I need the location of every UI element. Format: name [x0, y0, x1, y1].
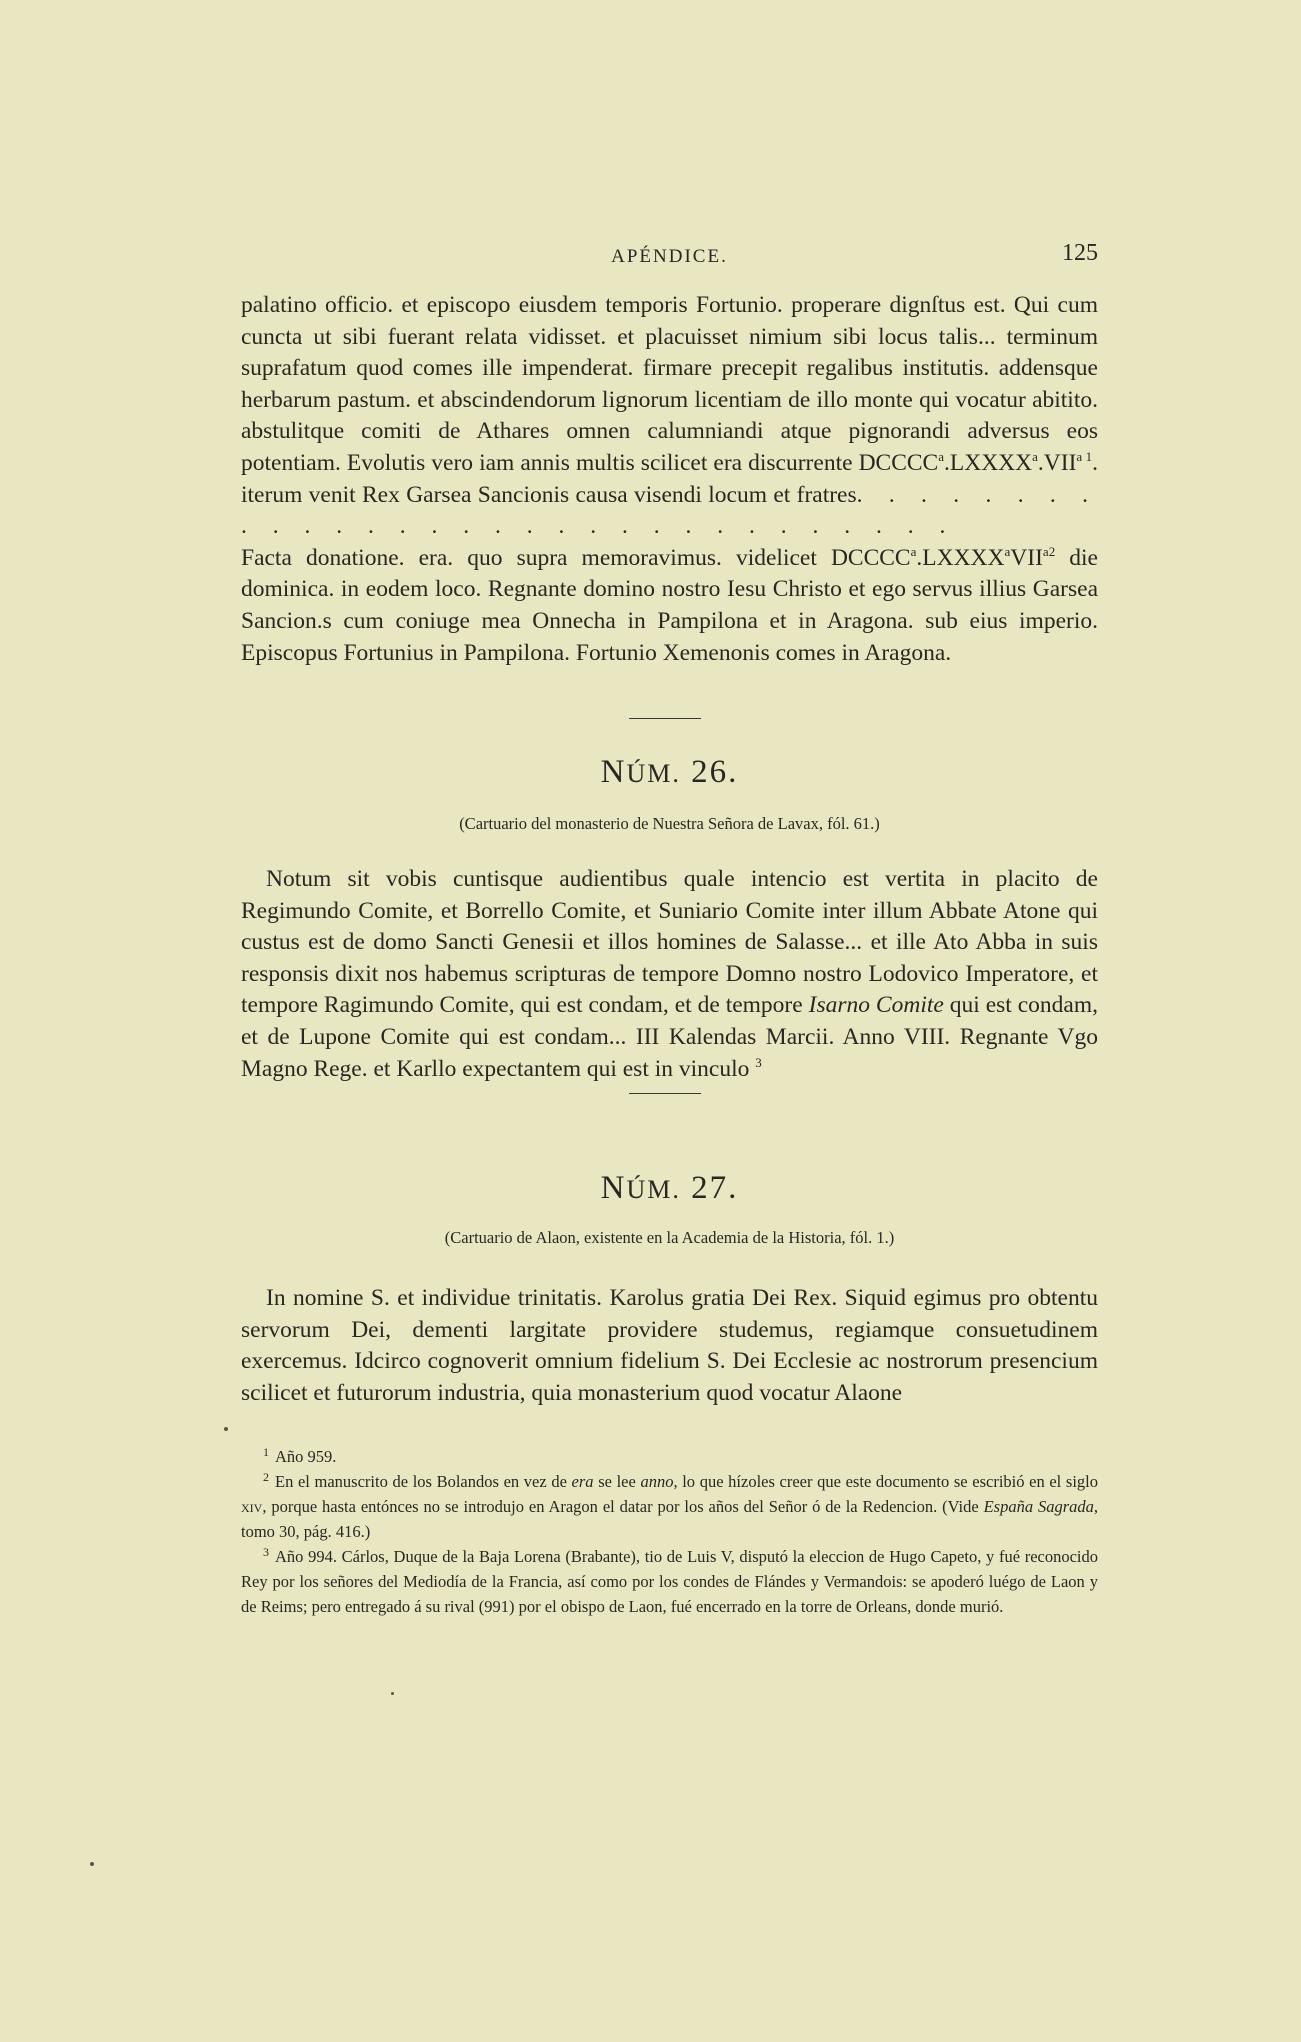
opening-text: palatino officio. et episcopo eiusdem temporis Fortunio. properare dignſtus est. Qui cum cuncta ut sibi fuerant relata vidisset. et placuisset nimium sibi locus talis... terminum suprafatum quod comes ille impenderat. firmare precepit regalibus institutis. addensque herbarum pastum. et abscindendorum lignorum licentiam de illo monte qui vocatur abitito. abstulitque comiti de Athares omnen calumniandi atque pignorandi adversus eos potentiam. Evolutis vero iam annis multis scilicet era discurrente $DCCCC^a.LXXXX^a.VII^{a 1}$. iterum venit Rex Garsea Sancionis causa visendi locum et fratres. . . . . . . . . . . . . . . . . . . . . . . . . . . . . . .: [241, 292, 1098, 540]
footnote-2: $^2$ En el manuscrito de los Bolandos en vez de era se lee anno, lo que hízoles creer que este documento se escribió en el siglo xiv, porque hasta entónces no se introdujo en Aragon el datar por los años del Señor ó de la Redencion. (Vide España Sagrada, tomo 30, pág. 416.): [241, 1469, 1099, 1541]
num-27-source: (Cartuario de Alaon, existente en la Academia de la Historia, fól. 1.): [444, 1228, 895, 1247]
num-27-heading: NÚM. 27.: [600, 1170, 739, 1206]
paper-speck: [90, 1862, 94, 1866]
num-26-source: (Cartuario del monasterio de Nuestra Señora de Lavax, fól. 61.): [459, 814, 880, 833]
paper-speck: [391, 1692, 394, 1695]
page-header: [241, 240, 1098, 274]
num-27-text: In nomine S. et individue trinitatis. Karolus gratia Dei Rex. Siquid egimus pro obtentu servorum Dei, dementi largitate providere studemus, regiamque consuetudinem exercemus. Idcirco cognoverit omnium fidelium S. Dei Ecclesie ac nostrorum presencium scilicet et futurorum industria, quia monasterium quod vocatur Alaone: [241, 1285, 1098, 1406]
footnote-ref-2: a2: [1042, 543, 1056, 559]
ellipsis-dots: . . . . . . . . . . . . . . . . . . . . . . . . . . . . . . .: [241, 481, 1098, 540]
opening-paragraph: [241, 290, 1098, 669]
facta-text: Facta donatione. era. quo supra memoravimus. videlicet $DCCCC^a.LXXXX^aVII^{a2}$ die dominica. in eodem loco. Regnante domino nostro Iesu Christo et ego servus illius Garsea Sancion.s cum coniuge mea Onnecha in Pampilona et in Aragona. sub eius imperio. Episcopus Fortunius in Pampilona. Fortunio Xemenonis comes in Aragona.: [241, 543, 1098, 666]
paper-speck: [224, 1427, 228, 1431]
num-27-body: [241, 1283, 1098, 1409]
footnote-ref-3: 3: [755, 1054, 762, 1070]
footnote-3: $^3$ Año 994. Cárlos, Duque de la Baja Lorena (Brabante), tio de Luis V, disputó la eleccion de Hugo Capeto, y fué reconocido Rey por los señores del Mediodía de la Francia, así como por los condes de Flándes y Vermandois: se apoderó luégo de Laon y de Reims; pero entregado á su rival (991) por el obispo de Laon, fué encerrado en la torre de Orleans, donde murió.: [241, 1544, 1098, 1616]
footnote-ref-1: a 1: [1076, 449, 1093, 465]
footnotes: [241, 1444, 1098, 1619]
num-26-body: [241, 864, 1098, 1085]
num-26-heading: NÚM. 26.: [600, 754, 739, 790]
section-divider: [629, 718, 701, 719]
num-26-text: Notum sit vobis cuntisque audientibus quale intencio est vertita in placito de Regimundo Comite, et Borrello Comite, et Suniario Comite inter illum Abbate Atone qui custus est de domo Sancti Genesii et illos homines de Salasse... et ille Ato Abba in suis responsis dixit nos habemus scripturas de tempore Domno nostro Lodovico Imperatore, et tempore Ragimundo Comite, qui est condam, et de tempore Isarno Comite qui est condam, et de Lupone Comite qui est condam... III Kalendas Marcii. Anno VIII. Regnante Vgo Magno Rege. et Karllo expectantem qui est in vinculo $^3$: [241, 866, 1098, 1082]
footnote-1: $^1$ Año 959.: [263, 1444, 337, 1466]
running-title: APÉNDICE.: [611, 246, 728, 267]
section-divider: [629, 1093, 701, 1094]
page-number: 125: [1062, 240, 1098, 266]
